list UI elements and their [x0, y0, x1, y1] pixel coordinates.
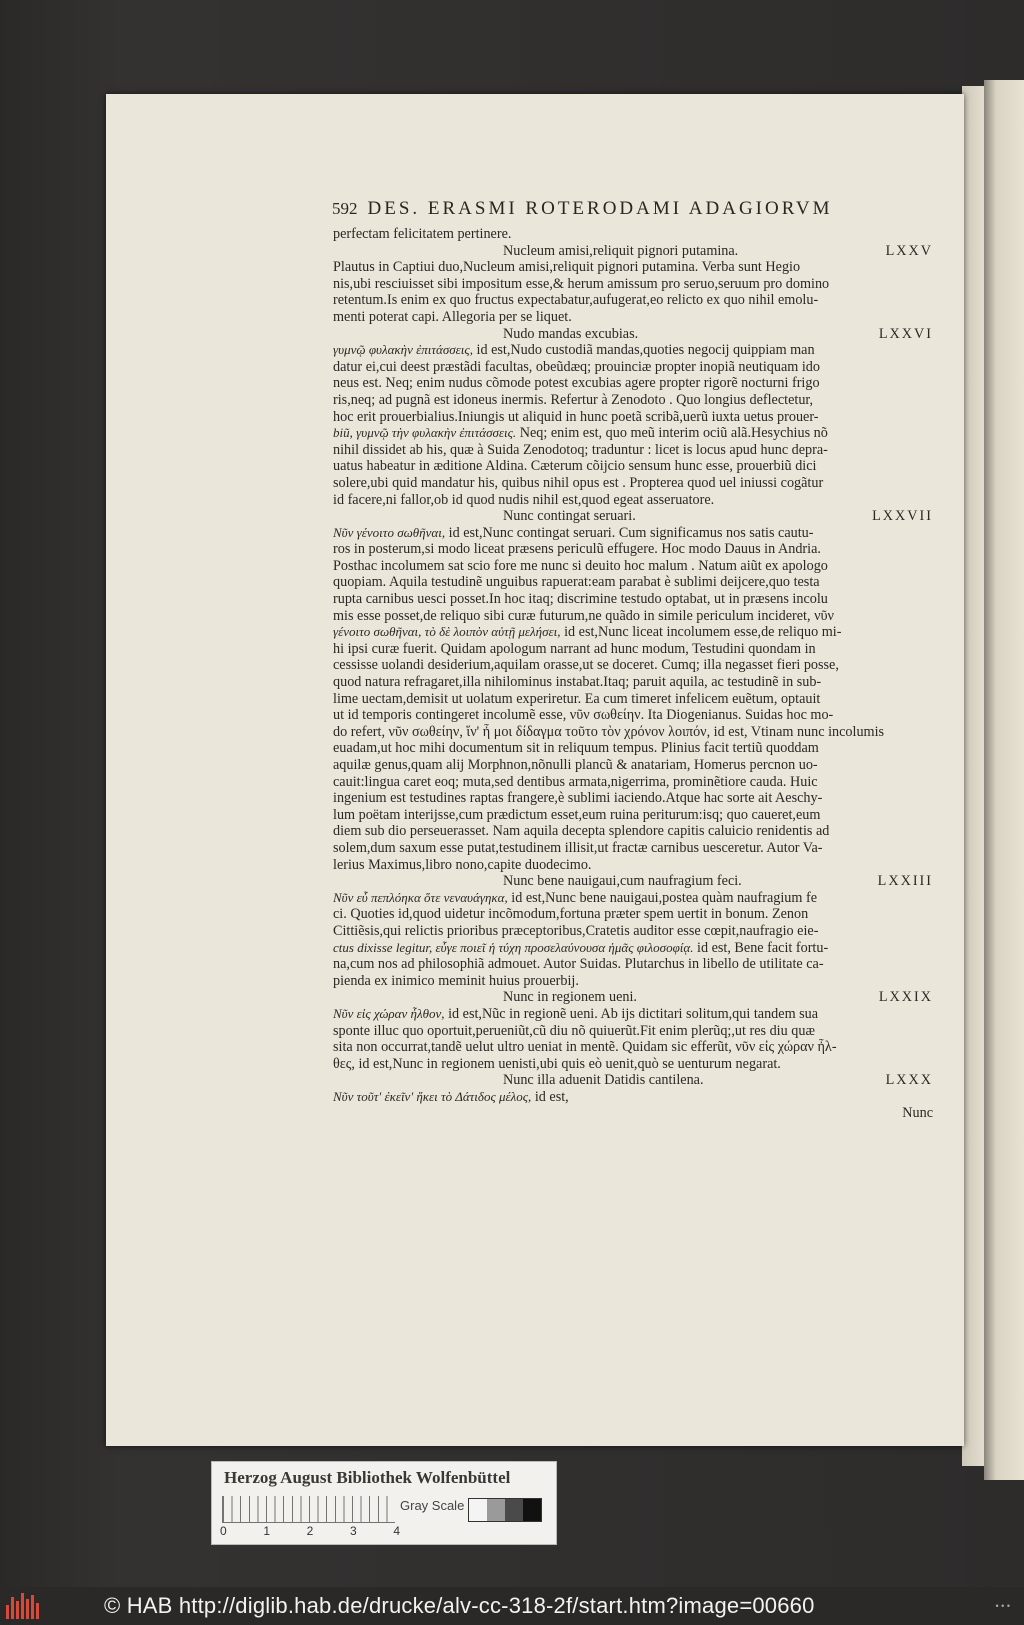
page-number: 592 [332, 199, 358, 218]
text-line [333, 375, 933, 392]
card-title: Herzog August Bibliothek Wolfenbüttel [224, 1468, 511, 1487]
text-line [333, 774, 933, 791]
adage-heading [333, 326, 933, 343]
adage-number: LXXIII [877, 873, 933, 890]
latin-text: id est,Nudo custodiã mandas,quoties negocij quippiam man [472, 342, 815, 359]
latin-text: cauit:lingua caret eoq; muta,sed dentibus armata,nigerrima, prominẽtiore cauda. Huic [333, 773, 818, 790]
logo-bar [6, 1605, 9, 1619]
text-line [333, 409, 933, 426]
adage-title: Nucleum amisi,reliquit pignori putamina. [503, 242, 739, 259]
text-line [333, 259, 933, 276]
greek-text: γυμνῷ φυλακὴν ἐπιτάσσεις, [333, 342, 473, 358]
text-line [333, 525, 933, 542]
footer-citation[interactable]: © HAB http://diglib.hab.de/drucke/alv-cc-318-2f/start.htm?image=00660 [104, 1593, 815, 1618]
latin-text: uatus habeatur in æditione Aldina. Cæterum cõijcio sensum hunc esse, prouerbiũ dici [333, 458, 817, 475]
ruler-number: 1 [263, 1524, 271, 1538]
text-line [333, 574, 933, 591]
latin-text: Neq; enim est, quo meũ interim ociũ alã.Hesychius nõ [516, 425, 828, 442]
latin-text: quod natura refragaret,illa nihilominus instabat.Itaq; paruit aquila, ac testudinẽ in sub- [333, 674, 822, 691]
adage-number: LXXIX [878, 989, 933, 1006]
text-line [333, 624, 933, 641]
text-line [333, 674, 933, 691]
text-line [333, 442, 933, 459]
text-line [333, 392, 933, 409]
logo-bar [21, 1593, 24, 1619]
text-line [333, 890, 933, 907]
latin-text: ut id temporis contingeret incolumẽ esse, νῦν σωθείην. Ita Diogenianus. Suidas hoc mo- [333, 707, 834, 724]
gray-swatch [523, 1499, 541, 1521]
gray-swatch [487, 1499, 505, 1521]
adage-number: LXXV [885, 242, 933, 259]
text-line [333, 1023, 933, 1040]
latin-text: datur ei,cui deest præstãdi facultas, obeũdæq; prouinciæ propter inopiã neutiquam ido [333, 358, 820, 375]
latin-text: na,cum nos ad philosophiã admouet. Autor Suidas. Plutarchus in libello de utilitate ca- [333, 956, 824, 973]
latin-text: Cittiẽsis,qui relictis prioribus præceptoribus,Cratetis auditor esse cœpit,naufragio eie- [333, 922, 819, 939]
latin-text: solere,ubi quid mandatur his, quibus nihil opus est . Propterea quod uel iniussi cogãtur [333, 474, 824, 491]
latin-text: hoc erit prouerbialius.Iniungis ut aliquid in hunc poetã scribã,uerũ iuxta uetus prouer- [333, 408, 819, 425]
text-line [333, 1039, 933, 1056]
text-line [333, 591, 933, 608]
text-line [333, 906, 933, 923]
greek-text: γένοιτο σωθῆναι, τὸ δὲ λοιπὸν αὐτῇ μελήσει, [333, 624, 561, 640]
latin-text: id est,Nunc bene nauigaui,postea quàm naufragium fe [507, 889, 817, 906]
latin-text: id est,Nunc contingat seruari. Cum significamus nos satis cautu- [445, 524, 814, 541]
ruler-number: 4 [393, 1524, 400, 1538]
logo-bar [16, 1601, 19, 1619]
latin-text: solem,dum saxum esse putat,testudinem illisit,ut fractæ carnibus uesceretur. Autor Va- [333, 839, 823, 856]
ruler-number: 3 [349, 1524, 357, 1538]
text-line [333, 691, 933, 708]
adage-heading [333, 243, 933, 260]
latin-text: neus est. Neq; enim nudus cõmode potest excubias agere propter rigorẽ nocturni frigo [333, 375, 820, 392]
adage-heading [333, 873, 933, 890]
latin-text: id est, Bene facit fortu- [693, 939, 829, 956]
text-line [333, 840, 933, 857]
adage-heading [333, 1072, 933, 1089]
adage-title: Nunc illa aduenit Datidis cantilena. [503, 1072, 704, 1089]
latin-text: mis esse posset,de reliquo sibi curæ futurum,ne quãdo in simile periculum incideret, νῦν [333, 607, 834, 624]
text-line [333, 740, 933, 757]
adage-number: LXXVII [872, 508, 933, 525]
facing-page [984, 80, 1024, 1480]
page-text [333, 226, 933, 1122]
text-line [333, 724, 933, 741]
latin-text: rupta carnibus uesci posset.In hoc itaq; discrimine testudo optabat, ut in præsens incolu [333, 591, 828, 608]
text-line [333, 458, 933, 475]
text-line [333, 342, 933, 359]
latin-text: retentum.Is enim ex quo fructus expectabatur,aufugerat,eo relicto ex quo nihil emolu- [333, 292, 819, 309]
text-line [333, 309, 933, 326]
text-line [333, 425, 933, 442]
adage-title: Nudo mandas excubias. [503, 325, 639, 342]
latin-text: lime uectam,demisit ut uolatum experiretur. Ea cum timeret infelicem euẽtum, optauit [333, 690, 821, 707]
greek-text: Νῦν εἰς χώραν ἦλθον, [333, 1005, 445, 1021]
latin-text: perfectam felicitatem pertinere. [333, 226, 512, 242]
color-calibration-card [211, 1461, 557, 1545]
text-line [333, 608, 933, 625]
latin-text: nihil dissidet ab his, quæ à Suida Zenodotoq; traduntur : licet is locus apud hunc depra- [333, 441, 828, 458]
text-line [333, 558, 933, 575]
latin-text: quopiam. Aquila testudinẽ unguibus rapuerat:eam parabat è sublimi deijcere,quo testa [333, 574, 820, 591]
greek-text: biũ, γυμνῷ τὴν φυλακὴν ἐπιτάσσεις. [333, 425, 517, 441]
ruler-number: 0 [220, 1524, 227, 1538]
greek-text: Νῦν τοῦτ' ἐκεῖν' ἥκει τὸ Δάτιδος μέλος, [333, 1088, 532, 1104]
latin-text: Posthac incolumem sat scio fore me nunc si deuito hoc malum . Natum aiũt ex apologo [333, 557, 828, 574]
latin-text: Nunc [902, 1105, 933, 1122]
text-line [333, 790, 933, 807]
latin-text: aquilæ genus,quam alij Morphnon,nõnulli plancũ & anatariam, Homerus percnon uo- [333, 757, 818, 773]
catchword [333, 1105, 933, 1122]
text-line [333, 276, 933, 293]
latin-text: sponte illuc quo oportuit,perueniũt,cũ diu nõ quiuerũt.Fit enim plerũq;,ut res diu quæ [333, 1022, 815, 1039]
text-line [333, 292, 933, 309]
greek-text: Νῦν εὖ πεπλόηκα ὅτε νεναυάγηκα, [333, 889, 508, 905]
adage-number: LXXX [885, 1072, 933, 1089]
latin-text: θες, id est,Nunc in regionem uenisti,ubi quis eò uenit,quò se uenturum negarat. [333, 1055, 781, 1072]
greek-text: Νῦν γένοιτο σωθῆναι, [333, 524, 446, 540]
text-line [333, 973, 933, 990]
gray-swatch [505, 1499, 523, 1521]
ruler-number: 2 [306, 1524, 314, 1538]
latin-text: id est,Nũc in regionẽ ueni. Ab ijs dictitari solitum,qui tandem sua [444, 1005, 819, 1022]
latin-text: hi ipsi curæ fuerit. Quidam apologum narrant ad hunc modum, Testudini quondam in [333, 640, 816, 657]
latin-text: euadam,ut hoc mihi documentum sit in reliquum tempus. Plinius facit tertiũ quoddam [333, 740, 819, 757]
dots-icon: • • • [995, 1601, 1010, 1611]
footer-bar [0, 1587, 1024, 1625]
gray-swatch [469, 1499, 487, 1521]
text-line [333, 1089, 933, 1106]
adage-heading [333, 508, 933, 525]
ruler-numbers [220, 1524, 400, 1538]
text-line [333, 757, 933, 774]
adage-title: Nunc bene nauigaui,cum naufragium feci. [503, 873, 742, 890]
gray-scale-swatches [468, 1498, 542, 1522]
latin-text: ris,neq; ad pugnã est idoneus inermis. Refertur à Zenodoto . Quo longius deflectetur, [333, 391, 814, 408]
text-line [333, 359, 933, 376]
logo-bar [31, 1595, 34, 1619]
gray-scale-label: Gray Scale [400, 1498, 465, 1513]
greek-text: ctus dixisse legitur, εὖγε ποιεῖ ἡ τύχη προσελαύνουσα ἡμᾶς φιλοσοφίᾳ. [333, 939, 694, 955]
latin-text: id facere,ni fallor,ob id quod nudis nihil est,quod egeat asseruatore. [333, 491, 715, 508]
text-line [333, 807, 933, 824]
text-line [333, 707, 933, 724]
latin-text: diem sub dio perseuerasset. Nam aquila decepta splendore capitis caluicio renidentis ad [333, 823, 830, 840]
latin-text: lerius Maximus,libro nono,capite duodecimo. [333, 856, 592, 873]
facing-page-edge [962, 86, 984, 1466]
text-line [333, 1056, 933, 1073]
running-title: DES. ERASMI ROTERODAMI ADAGIORVM [367, 198, 833, 219]
text-line [333, 226, 933, 243]
text-line [333, 956, 933, 973]
latin-text: pienda ex inimico meminit huius prouerbij. [333, 972, 579, 989]
logo-bar [11, 1597, 14, 1619]
logo-bar [36, 1603, 39, 1619]
running-head [332, 198, 932, 224]
adage-heading [333, 989, 933, 1006]
text-line [333, 492, 933, 509]
latin-text: Plautus in Captiui duo,Nucleum amisi,reliquit pignori putamina. Verba sunt Hegio [333, 259, 801, 276]
text-line [333, 1006, 933, 1023]
text-line [333, 857, 933, 874]
text-line [333, 940, 933, 957]
logo-bar [26, 1599, 29, 1619]
adage-title: Nunc in regionem ueni. [503, 989, 637, 1006]
text-line [333, 641, 933, 658]
latin-text: nis,ubi resciuisset sibi impositum esse,& herum amissum pro seruo,seruum pro domino [333, 275, 830, 292]
text-line [333, 657, 933, 674]
scale-ruler [222, 1496, 395, 1523]
latin-text: sita non occurrat,tandẽ uelut ultro ueniat in mentẽ. Quidam sic efferũt, νῦν εἰς χώραν ἦλ- [333, 1039, 837, 1056]
hab-logo-icon [6, 1593, 46, 1619]
latin-text: lum poëtam interijsse,cum prædictum esset,eum ruina periturum:isq; quo caueret,eum [333, 806, 821, 823]
latin-text: ingenium est testudines raptas frangere,è sublimi iaciendo.Atque hac sorte ait Aeschy- [333, 790, 823, 807]
latin-text: cessisse uolandi desiderium,aquilam orasse,ut se doceret. Cumq; illa negasset fieri posse, [333, 657, 839, 674]
adage-title: Nunc contingat seruari. [503, 508, 636, 525]
text-line [333, 475, 933, 492]
latin-text: ros in posterum,si modo liceat præsens periculũ effugere. Hoc modo Dauus in Andria. [333, 541, 821, 558]
adage-number: LXXVI [878, 325, 933, 342]
latin-text: id est,Nunc liceat incolumem esse,de reliquo mi- [560, 624, 842, 641]
latin-text: id est, [531, 1088, 569, 1105]
text-line [333, 541, 933, 558]
text-line [333, 823, 933, 840]
latin-text: ci. Quoties id,quod uidetur incõmodum,fortuna præter spem uertit in bonum. Zenon [333, 906, 809, 923]
latin-text: do refert, νῦν σωθείην, ἵν' ἦ μοι δίδαγμα τοῦτο τὸν χρόνον λοιπόν, id est, Vtinam nunc incolumis [333, 723, 885, 740]
latin-text: menti poterat capi. Allegoria per se liquet. [333, 308, 572, 325]
text-line [333, 923, 933, 940]
